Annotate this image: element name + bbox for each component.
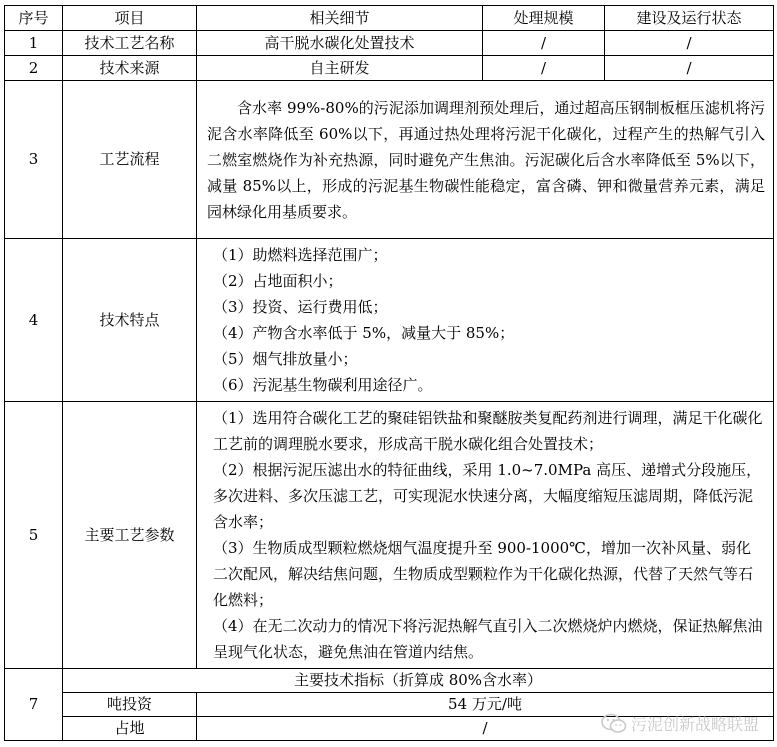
area-label: 占地 <box>63 717 197 741</box>
row3-no: 3 <box>5 81 63 239</box>
feature-item: （6）污泥基生物碳利用途径广。 <box>213 376 433 394</box>
row2-status: / <box>605 56 774 81</box>
row2-detail: 自主研发 <box>197 56 483 81</box>
header-status: 建设及运行状态 <box>605 6 774 31</box>
row4-no: 4 <box>5 239 63 402</box>
row1-item: 技术工艺名称 <box>63 31 197 56</box>
table-row <box>5 56 774 81</box>
table-row <box>5 669 774 693</box>
row1-scale: / <box>483 31 605 56</box>
invest-label: 吨投资 <box>63 693 197 717</box>
param-paragraph: （1）选用符合碳化工艺的聚硅铝铁盐和聚醚胺类复配药剂进行调理，满足干化碳化工艺前的调理脱水要求，形成高干脱水碳化组合处置技术； <box>213 409 763 453</box>
row7-no: 7 <box>5 669 63 741</box>
row4-item: 技术特点 <box>63 239 197 402</box>
header-detail: 相关细节 <box>197 6 483 31</box>
param-paragraph: （4）在无二次动力的情况下将污泥热解气直引入二次燃烧炉内燃烧，保证热解焦油呈现气化状态，避免焦油在管道内结焦。 <box>213 617 763 661</box>
watermark-text: 污泥创新战略联盟 <box>630 715 759 734</box>
row2-item: 技术来源 <box>63 56 197 81</box>
param-paragraph: （2）根据污泥压滤出水的特征曲线，采用 1.0~7.0MPa 高压、递增式分段施压，多次进料、多次压滤工艺，可实现泥水快速分离，大幅度缩短压滤周期，降低污泥含水率； <box>213 461 762 531</box>
table-row <box>5 31 774 56</box>
row3-item: 工艺流程 <box>63 81 197 239</box>
header-row <box>5 6 774 31</box>
area-value: / <box>197 717 774 741</box>
table-row <box>5 402 774 669</box>
feature-item: （5）烟气排放量小； <box>213 350 358 368</box>
header-scale: 处理规模 <box>483 6 605 31</box>
watermark <box>601 712 759 735</box>
indicator-title: 主要技术指标（折算成 80%含水率） <box>63 669 774 693</box>
feature-item: （4）产物含水率低于 5%，减量大于 85%； <box>213 324 515 342</box>
feature-item: （1）助燃料选择范围广； <box>213 246 388 264</box>
process-flow-text: 含水率 99%-80%的污泥添加调理剂预处理后，通过超高压钢制板框压滤机将污泥含水率降低至 60%以下，再通过热处理将污泥干化碳化，过程产生的热解气引入二燃室燃烧作为补充热源，同时避免产生焦油。污泥碳化后含水率降低至 5%以下，减量 85%以上，形成的污泥基生物碳性能稳定，富含磷、钾和微量营养元素，满足园林绿化用基质要求。 <box>207 98 765 221</box>
row1-detail: 高干脱水碳化处置技术 <box>197 31 483 56</box>
row2-scale: / <box>483 56 605 81</box>
row2-no: 2 <box>5 56 63 81</box>
row1-status: / <box>605 31 774 56</box>
table-row <box>5 239 774 402</box>
param-paragraph: （3）生物质成型颗粒燃烧烟气温度提升至 900-1000℃，增加一次补风量、弱化二次配风，解决结焦问题，生物质成型颗粒作为干化碳化热源，代替了天然气等石化燃料； <box>213 539 754 609</box>
wechat-icon <box>601 713 627 735</box>
header-item: 项目 <box>63 6 197 31</box>
row5-item: 主要工艺参数 <box>63 402 197 669</box>
row1-no: 1 <box>5 31 63 56</box>
feature-item: （2）占地面积小； <box>213 272 343 290</box>
header-no: 序号 <box>5 6 63 31</box>
table-row <box>5 81 774 239</box>
row5-no: 5 <box>5 402 63 669</box>
feature-item: （3）投资、运行费用低； <box>213 298 388 316</box>
invest-value: 54 万元/吨 <box>197 693 774 717</box>
tech-table <box>4 5 774 741</box>
